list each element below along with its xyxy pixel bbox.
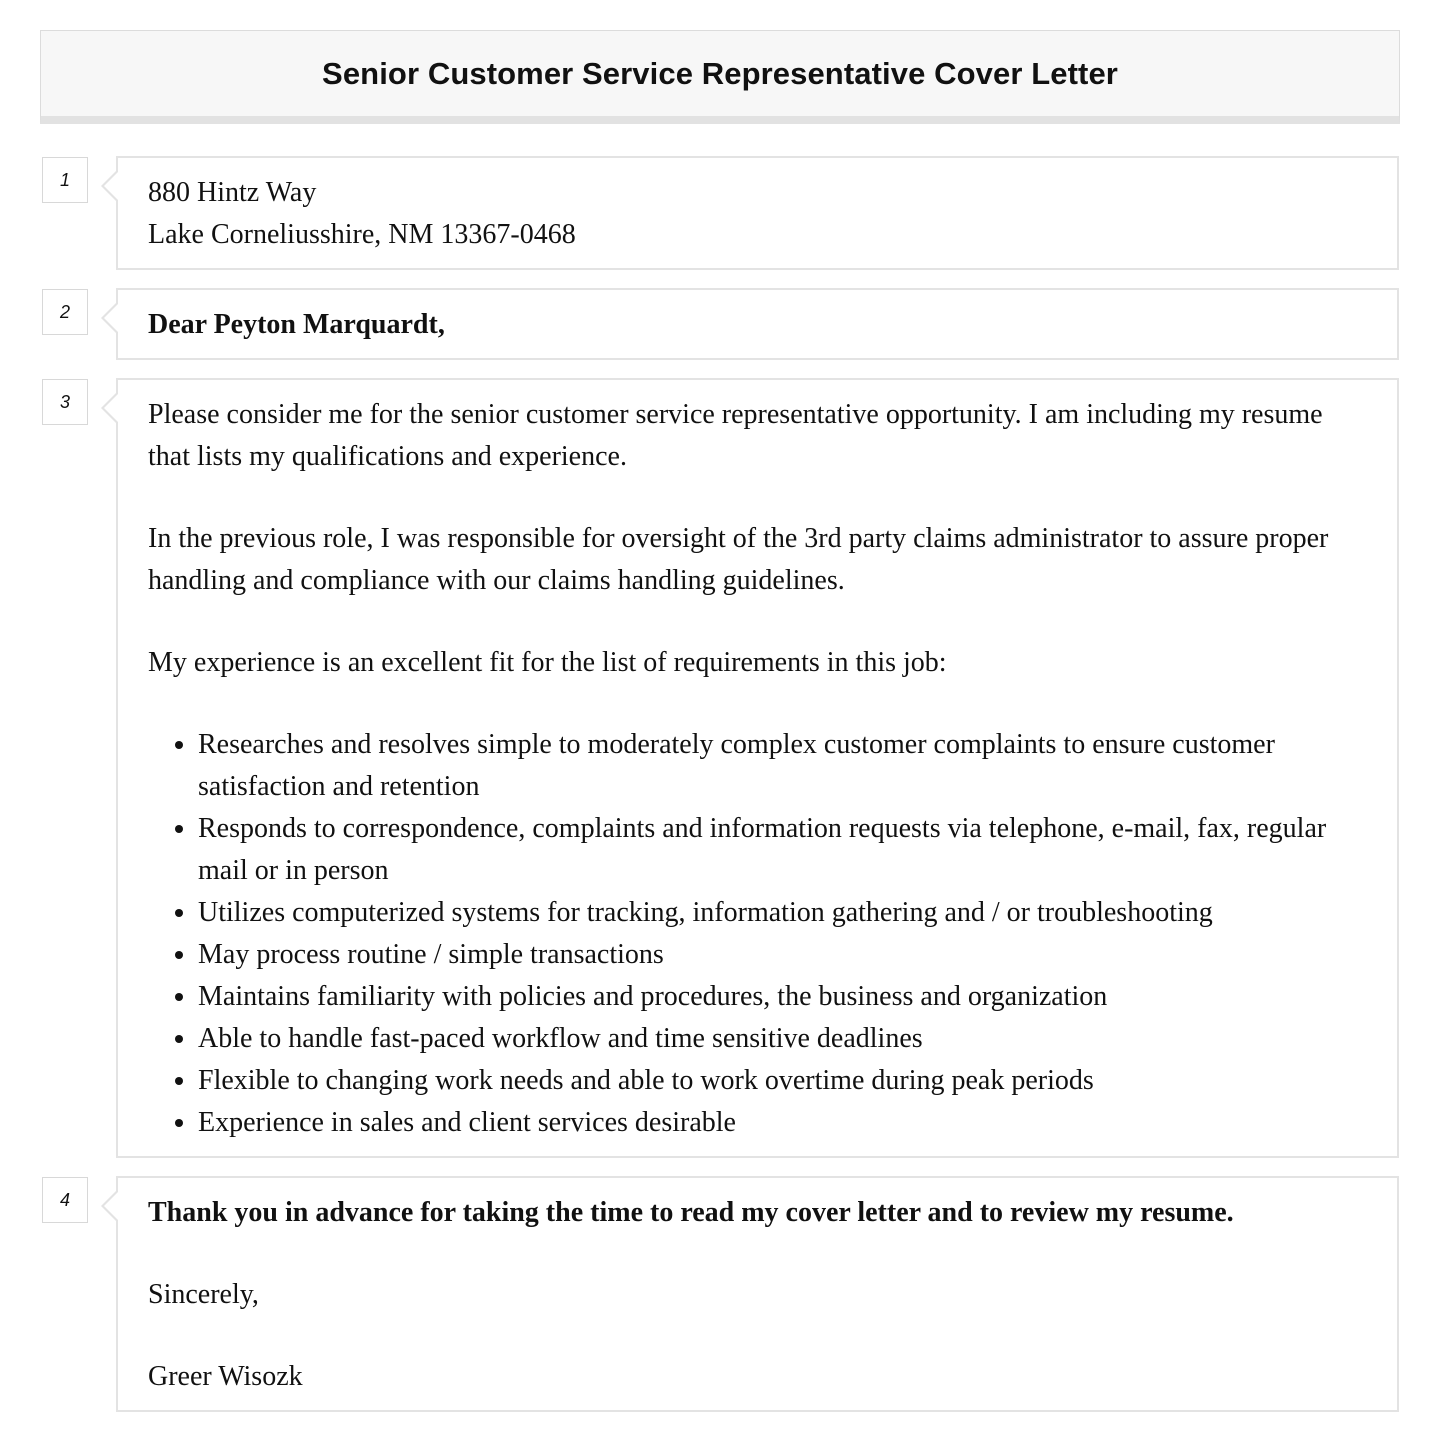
greeting: Dear Peyton Marquardt, [148, 309, 445, 340]
address-line-2: Lake Corneliusshire, NM 13367-0468 [148, 219, 576, 250]
list-item: • May process routine / simple transactions [198, 934, 1367, 976]
section-number: 3 [42, 379, 88, 425]
list-item: • Maintains familiarity with policies and procedures, the business and organization [198, 976, 1367, 1018]
list-item: • Responds to correspondence, complaints and information requests via telephone, e-mail, fax, regular mail or in person [198, 808, 1367, 892]
paragraph-gap [148, 1234, 1367, 1274]
section-number: 2 [42, 289, 88, 335]
section-number: 4 [42, 1177, 88, 1223]
paragraph-gap [148, 684, 1367, 724]
address-block [116, 156, 1399, 270]
page-title: Senior Customer Service Representative Cover Letter [322, 55, 1118, 91]
section-number: 1 [42, 157, 88, 203]
signoff: Sincerely, [148, 1279, 259, 1310]
greeting-block [116, 288, 1399, 360]
paragraph-gap [148, 1316, 1367, 1356]
signature-name: Greer Wisozk [148, 1361, 303, 1392]
requirements-list [148, 724, 1367, 1144]
address-line-1: 880 Hintz Way [148, 177, 317, 208]
list-item: • Utilizes computerized systems for tracking, information gathering and / or troubleshooting [198, 892, 1367, 934]
list-item: • Researches and resolves simple to moderately complex customer complaints to ensure customer satisfaction and retention [198, 724, 1367, 808]
body-paragraph-2: In the previous role, I was responsible for oversight of the 3rd party claims administrator to assure proper handling and compliance with our claims handling guidelines. [148, 523, 1329, 596]
body-paragraph-1: Please consider me for the senior customer service representative opportunity. I am including my resume that lists my qualifications and experience. [148, 399, 1323, 472]
closing-block [116, 1176, 1399, 1412]
list-item: • Flexible to changing work needs and able to work overtime during peak periods [198, 1060, 1367, 1102]
body-block [116, 378, 1399, 1158]
list-item: • Able to handle fast-paced workflow and time sensitive deadlines [198, 1018, 1367, 1060]
list-item: • Experience in sales and client services desirable [198, 1102, 1367, 1144]
paragraph-gap [148, 602, 1367, 642]
body-paragraph-3: My experience is an excellent fit for the list of requirements in this job: [148, 647, 947, 678]
page-header [40, 30, 1400, 124]
closing-note: Thank you in advance for taking the time to read my cover letter and to review my resume. [148, 1197, 1234, 1228]
paragraph-gap [148, 478, 1367, 518]
